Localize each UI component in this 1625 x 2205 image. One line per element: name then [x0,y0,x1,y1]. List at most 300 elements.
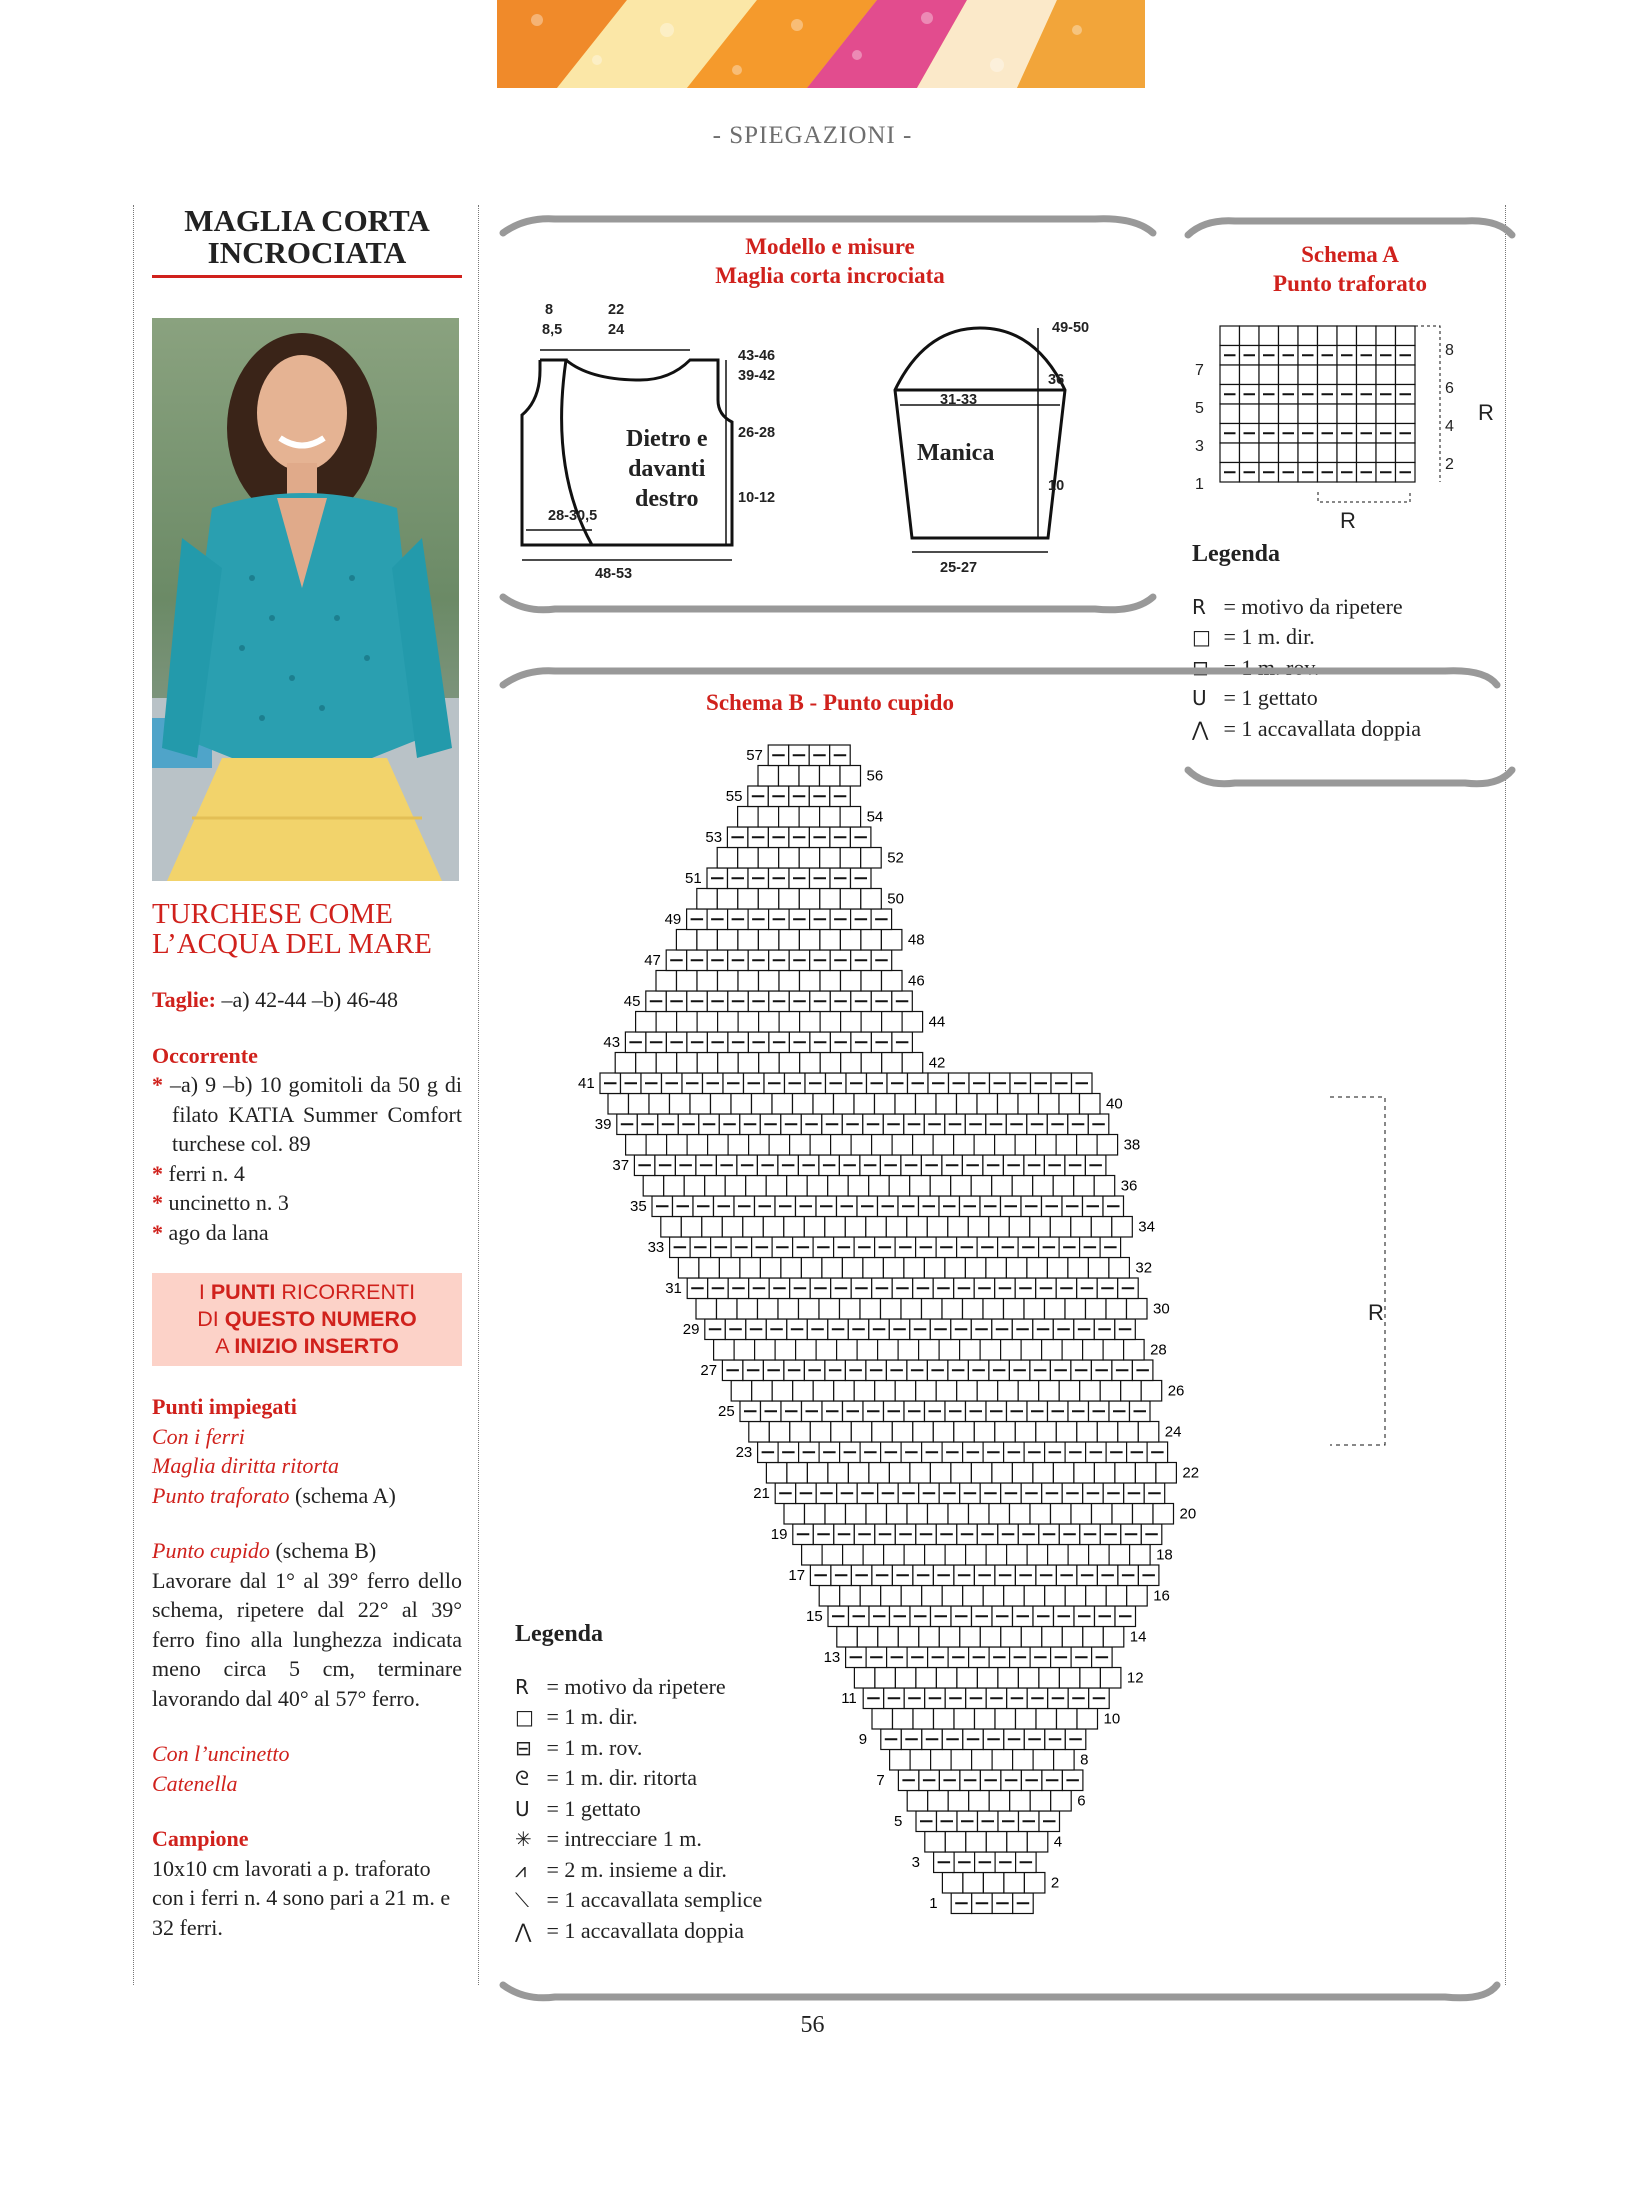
dim-right-3: 26-28 [738,425,776,441]
chart-cell [769,1135,790,1156]
chart-cell [1016,1709,1037,1730]
chart-cell [963,1299,984,1320]
chart-cell [977,1094,998,1115]
chart-cell [784,1504,805,1525]
chart-cell [766,1463,787,1484]
chart-cell [1054,1750,1075,1771]
chart-cell [907,1791,928,1812]
chart-cell [738,889,759,910]
row-number: 57 [746,747,763,764]
row-number: 52 [887,849,904,867]
chart-cell [769,1422,790,1443]
chart-cell [1059,1668,1080,1689]
dim-top-2b: 24 [608,322,625,338]
chart-cell [860,1299,881,1320]
chart-cell [907,1217,928,1238]
chart-cell [840,1586,861,1607]
chart-cell [960,1340,981,1361]
chart-cell [992,1463,1013,1484]
chart-cell [734,1340,755,1361]
chart-cell [749,1135,770,1156]
row-number: 1 [929,1895,938,1912]
chart-cell [939,1340,960,1361]
chart-cell [1030,1791,1051,1812]
schemaA-row-numbers-right: 8 6 4 2 [1445,342,1454,473]
stitch-item: Catenella [152,1770,238,1796]
chart-cell [986,1832,1007,1853]
chart-cell [998,1381,1019,1402]
chart-cell [738,807,759,828]
chart-cell [963,1586,984,1607]
chart-cell [799,1299,820,1320]
chart-cell [1106,1299,1127,1320]
chart-cell [1071,1504,1092,1525]
chart-cell [989,1791,1010,1812]
chart-cell [1092,1504,1113,1525]
chart-cell [779,971,800,992]
chart-cell [779,848,800,869]
schemaB-legend-heading: Legenda [515,1621,604,1647]
chart-cell [790,1422,811,1443]
chart-cell [1033,1176,1054,1197]
chart-cell [758,848,779,869]
row-number: 45 [623,993,641,1010]
chart-cell [1088,1258,1109,1279]
chart-cell [1083,1627,1104,1648]
chart-cell [841,971,862,992]
chart-cell [1036,1422,1057,1443]
schemaB-title: Schema B - Punto cupido [706,690,954,715]
chart-cell [1001,1340,1022,1361]
row-number: 13 [823,1649,841,1666]
chart-cell [913,1135,934,1156]
chart-cell [758,1299,779,1320]
chart-cell [857,1340,878,1361]
chart-cell [1109,1545,1130,1566]
chart-cell [945,1832,966,1853]
chart-cell [1024,1299,1045,1320]
chart-cell [863,1258,884,1279]
chart-cell [820,766,841,787]
chart-cell [902,1012,923,1033]
chart-cell [1318,404,1338,424]
row-number: 18 [1156,1546,1173,1564]
row-number: 53 [705,829,723,846]
chart-cell [1004,1586,1024,1607]
chart-cell [843,1545,864,1566]
chart-cell [983,1586,1004,1607]
chart-cell [1010,1791,1030,1812]
model-photo [152,318,459,881]
chart-cell [787,1176,808,1197]
chart-cell [936,1668,957,1689]
chart-cell [854,1381,875,1402]
dim-inner-width: 28-30,5 [548,508,598,524]
chart-cell [1033,1750,1054,1771]
chart-cell [913,1422,934,1443]
chart-cell [1059,1381,1080,1402]
chart-cell [1124,1340,1145,1361]
row-number: 50 [887,890,904,908]
chart-cell [1074,1176,1095,1197]
chart-cell [1018,1094,1039,1115]
chart-cell [758,930,779,951]
row-number: 38 [1123,1136,1141,1154]
row-number: 56 [866,767,884,785]
chart-cell [800,1053,821,1074]
chart-cell [1112,1504,1133,1525]
schemaA-repeat-bottom: R [1340,508,1356,533]
chart-cell [1376,365,1396,385]
chart-cell [1039,1094,1060,1115]
chart-cell [1036,1709,1057,1730]
chart-cell [728,1135,749,1156]
chart-cell [1279,443,1299,463]
chart-cell [643,1176,664,1197]
chart-cell [995,1422,1016,1443]
chart-cell [731,1381,752,1402]
legend-item: □ = 1 m. dir. [1192,624,1315,649]
dim-top-1a: 8 [545,302,554,318]
sizes [152,985,462,1015]
materials-heading: Occorrente [152,1042,258,1068]
chart-cell [854,1668,875,1689]
chart-cell [851,1135,872,1156]
title-line-2: INCROCIATA [207,235,407,270]
schemaB-legend [515,1620,762,1946]
chart-cell [1220,404,1240,424]
row-number: 4 [1053,1833,1063,1851]
chart-cell [1065,1586,1086,1607]
chart-cell [718,971,739,992]
row-number: 44 [928,1013,946,1031]
row-number: 40 [1106,1095,1123,1113]
chart-cell [722,1217,743,1238]
chart-cell [717,930,738,951]
chart-cell [717,1299,738,1320]
chart-cell [1318,365,1338,385]
repeat-bracket [1330,1097,1385,1445]
chart-cell [636,1053,657,1074]
chart-cell [969,1504,990,1525]
legend-item: ✳ = intrecciare 1 m. [515,1826,702,1851]
row-number: 41 [578,1075,595,1092]
chart-cell [787,1463,808,1484]
hook-label: Con l’uncinetto [152,1741,290,1766]
chart-cell [1357,326,1377,346]
chart-cell [910,1176,931,1197]
row-number: 15 [806,1608,823,1625]
dim-sleeve-mid: 36 [1048,372,1065,388]
chart-cell [807,1463,828,1484]
chart-cell [799,848,820,869]
chart-cell [737,1299,758,1320]
chart-cell [717,848,738,869]
chart-cell [1068,1258,1089,1279]
row-number: 47 [644,952,661,969]
chart-cell [1045,1586,1066,1607]
chart-cell [977,1668,998,1689]
sizes-label: Taglie: [152,987,216,1012]
chart-cell [966,1832,987,1853]
chart-cell [916,1094,937,1115]
chart-cell [983,1299,1004,1320]
chart-cell [677,1012,698,1033]
chart-cell [828,1463,849,1484]
chart-cell [957,1668,978,1689]
chart-cell [857,1627,878,1648]
chart-cell [1259,404,1279,424]
chart-cell [1100,1668,1121,1689]
chart-cell [799,766,820,787]
chart-cell [840,889,861,910]
chart-cell [626,1135,647,1156]
chart-cell [1077,1709,1098,1730]
chart-cell [1279,326,1299,346]
chart-cell [802,1545,823,1566]
row-number: 3 [911,1854,920,1871]
chart-cell [1298,443,1318,463]
row-number: 54 [866,808,884,826]
chart-cell [1121,1381,1142,1402]
row-number: 16 [1153,1587,1170,1605]
chart-cell [1220,443,1240,463]
chart-cell [972,1750,993,1771]
chart-cell [881,1299,902,1320]
garment-schematic [500,300,1160,600]
materials-item: * ago da lana [152,1219,269,1245]
chart-cell [1357,365,1377,385]
chart-cell [907,1504,928,1525]
chart-cell [986,1545,1007,1566]
chart-cell [1103,1627,1124,1648]
chart-cell [975,1709,996,1730]
chart-cell [1027,1832,1048,1853]
chart-cell [763,1217,784,1238]
chart-cell [957,1381,978,1402]
chart-cell [848,1463,869,1484]
chart-cell [1396,365,1416,385]
chart-cell [1053,1176,1074,1197]
chart-cell [1337,443,1357,463]
yarn-banner-image [497,0,1145,88]
chart-cell [913,1709,934,1730]
chart-cell [951,1176,972,1197]
chart-cell [1318,443,1338,463]
chart-cell [800,971,821,992]
dim-sleeve-top: 49-50 [1052,320,1090,336]
chart-cell [819,1586,840,1607]
chart-cell [725,1176,746,1197]
chart-cell [942,1299,963,1320]
chart-cell [800,1012,821,1033]
left-rule [133,205,134,1985]
chart-cell [942,1586,963,1607]
chart-cell [1376,326,1396,346]
chart-cell [939,1627,960,1648]
chart-cell [1220,365,1240,385]
recurring-stitches-box: I PUNTI RICORRENTI DI QUESTO NUMERO A INIZIO INSERTO [152,1273,462,1366]
row-number: 25 [718,1403,735,1420]
chart-cell [1318,326,1338,346]
chart-cell [840,807,861,828]
chart-cell [851,1422,872,1443]
chart-cell [1062,1340,1083,1361]
chart-cell [779,1053,800,1074]
chart-cell [1015,1422,1036,1443]
chart-cell [719,1258,740,1279]
chart-cell [872,1709,893,1730]
chart-cell [1080,1668,1101,1689]
sleeve-label: Manica [917,440,995,466]
chart-cell [1036,1135,1057,1156]
row-number: 46 [908,972,925,990]
chart-cell [837,1627,858,1648]
row-number: 32 [1135,1259,1153,1277]
chart-cell [1056,1422,1077,1443]
chart-cell [1062,1627,1083,1648]
chart-cell [779,889,800,910]
chart-cell [895,1381,916,1402]
chart-cell [841,1012,862,1033]
chart-cell [861,971,882,992]
chart-cell [925,1545,946,1566]
chart-cell [820,889,841,910]
row-number: 12 [1126,1669,1144,1687]
chart-cell [878,1627,899,1648]
chart-cell [1001,1627,1022,1648]
schemaA-row-numbers-left: 7 5 3 1 [1195,362,1204,493]
chart-cell [1103,1340,1124,1361]
chart-cell [930,1176,951,1197]
row-number: 5 [894,1813,903,1830]
chart-cell [971,1463,992,1484]
row-number: 27 [700,1362,718,1379]
page-number: 56 [800,2012,825,2038]
chart-cell [697,889,718,910]
chart-cell [1298,404,1318,424]
chart-cell [882,1012,903,1033]
chart-cell [793,1381,814,1402]
chart-cell [825,1504,846,1525]
chart-cell [854,1094,875,1115]
chart-cell [828,1176,849,1197]
sizes-value: –a) 42-44 –b) 46-48 [215,987,399,1012]
chart-cell [1027,1258,1048,1279]
materials [152,1041,462,1248]
swatch-text: 10x10 cm lavorati a p. traforato con i ferri n. 4 sono pari a 21 m. e 32 ferri. [152,1855,451,1940]
chart-cell [1068,1545,1089,1566]
chart-cell [687,1135,708,1156]
chart-cell [1012,1176,1032,1197]
dim-right-2: 39-42 [738,368,776,384]
chart-cell [895,1668,916,1689]
subtitle-line-2: L’ACQUA DEL MARE [152,928,432,960]
chart-cell [934,1709,955,1730]
row-number: 26 [1167,1382,1185,1400]
chart-cell [875,1381,896,1402]
chart-cell [1109,1258,1130,1279]
chart-cell [980,1627,1001,1648]
chart-cell [772,1094,793,1115]
chart-cell [1106,1586,1127,1607]
chart-cell [948,1791,969,1812]
chart-cell [1130,1545,1151,1566]
chart-cell [649,1094,670,1115]
chart-cell [919,1340,940,1361]
chart-cell [1074,1463,1095,1484]
chart-cell [904,1258,925,1279]
chart-cell [954,1709,975,1730]
chart-cell [1047,1258,1068,1279]
chart-cell [790,1135,811,1156]
model-panel-title [620,232,1040,290]
chart-cell [872,1422,893,1443]
chart-cell [1053,1463,1074,1484]
chart-cell [1337,404,1357,424]
chart-cell [1077,1422,1098,1443]
legend-item: ⩘ = 2 m. insieme a dir. [515,1856,727,1882]
schemaA-title [1200,240,1500,298]
chart-cell [834,1094,855,1115]
chart-cell [1259,326,1279,346]
chart-cell [1080,1094,1101,1115]
swatch-heading: Campione [152,1826,249,1851]
chart-cell [924,1258,945,1279]
chart-cell [697,1053,718,1074]
row-number: 14 [1129,1628,1147,1646]
chart-cell [1024,1586,1045,1607]
chart-cell [1240,443,1260,463]
chart-cell [1298,326,1318,346]
row-number: 17 [788,1567,806,1584]
chart-cell [1021,1340,1042,1361]
chart-cell [986,1258,1007,1279]
chart-cell [779,1012,800,1033]
legend-item: □ = 1 m. dir. [515,1704,638,1729]
chart-cell [681,1217,702,1238]
page-header: - SPIEGAZIONI - [712,122,913,149]
article-title [152,205,462,278]
stitch-item: Punto traforato [152,1482,290,1508]
legend-item: ᘓ = 1 m. dir. ritorta [515,1765,697,1790]
chart-cell [1007,1832,1028,1853]
chart-cell [1010,1504,1031,1525]
row-number: 7 [876,1772,885,1789]
chart-cell [717,889,738,910]
chart-cell [1376,404,1396,424]
chart-cell [1153,1504,1174,1525]
chart-cell [816,1340,837,1361]
chart-cell [989,1504,1010,1525]
chart-cell [942,1873,963,1894]
row-number: 24 [1164,1423,1182,1441]
chart-cell [1042,1627,1063,1648]
chart-cell [954,1135,975,1156]
chart-cell [1024,1873,1045,1894]
chart-cell [1138,1422,1159,1443]
chart-cell [971,1176,992,1197]
left-column [152,205,462,1942]
chart-cell [738,848,759,869]
schemaA-title-2: Punto traforato [1273,271,1427,296]
chart-cell [840,848,861,869]
chart-cell [902,1053,923,1074]
row-number: 10 [1103,1710,1121,1728]
chart-cell [860,1586,881,1607]
legend-item: ⊟ = 1 m. rov. [515,1734,643,1760]
chart-cell [866,1217,887,1238]
